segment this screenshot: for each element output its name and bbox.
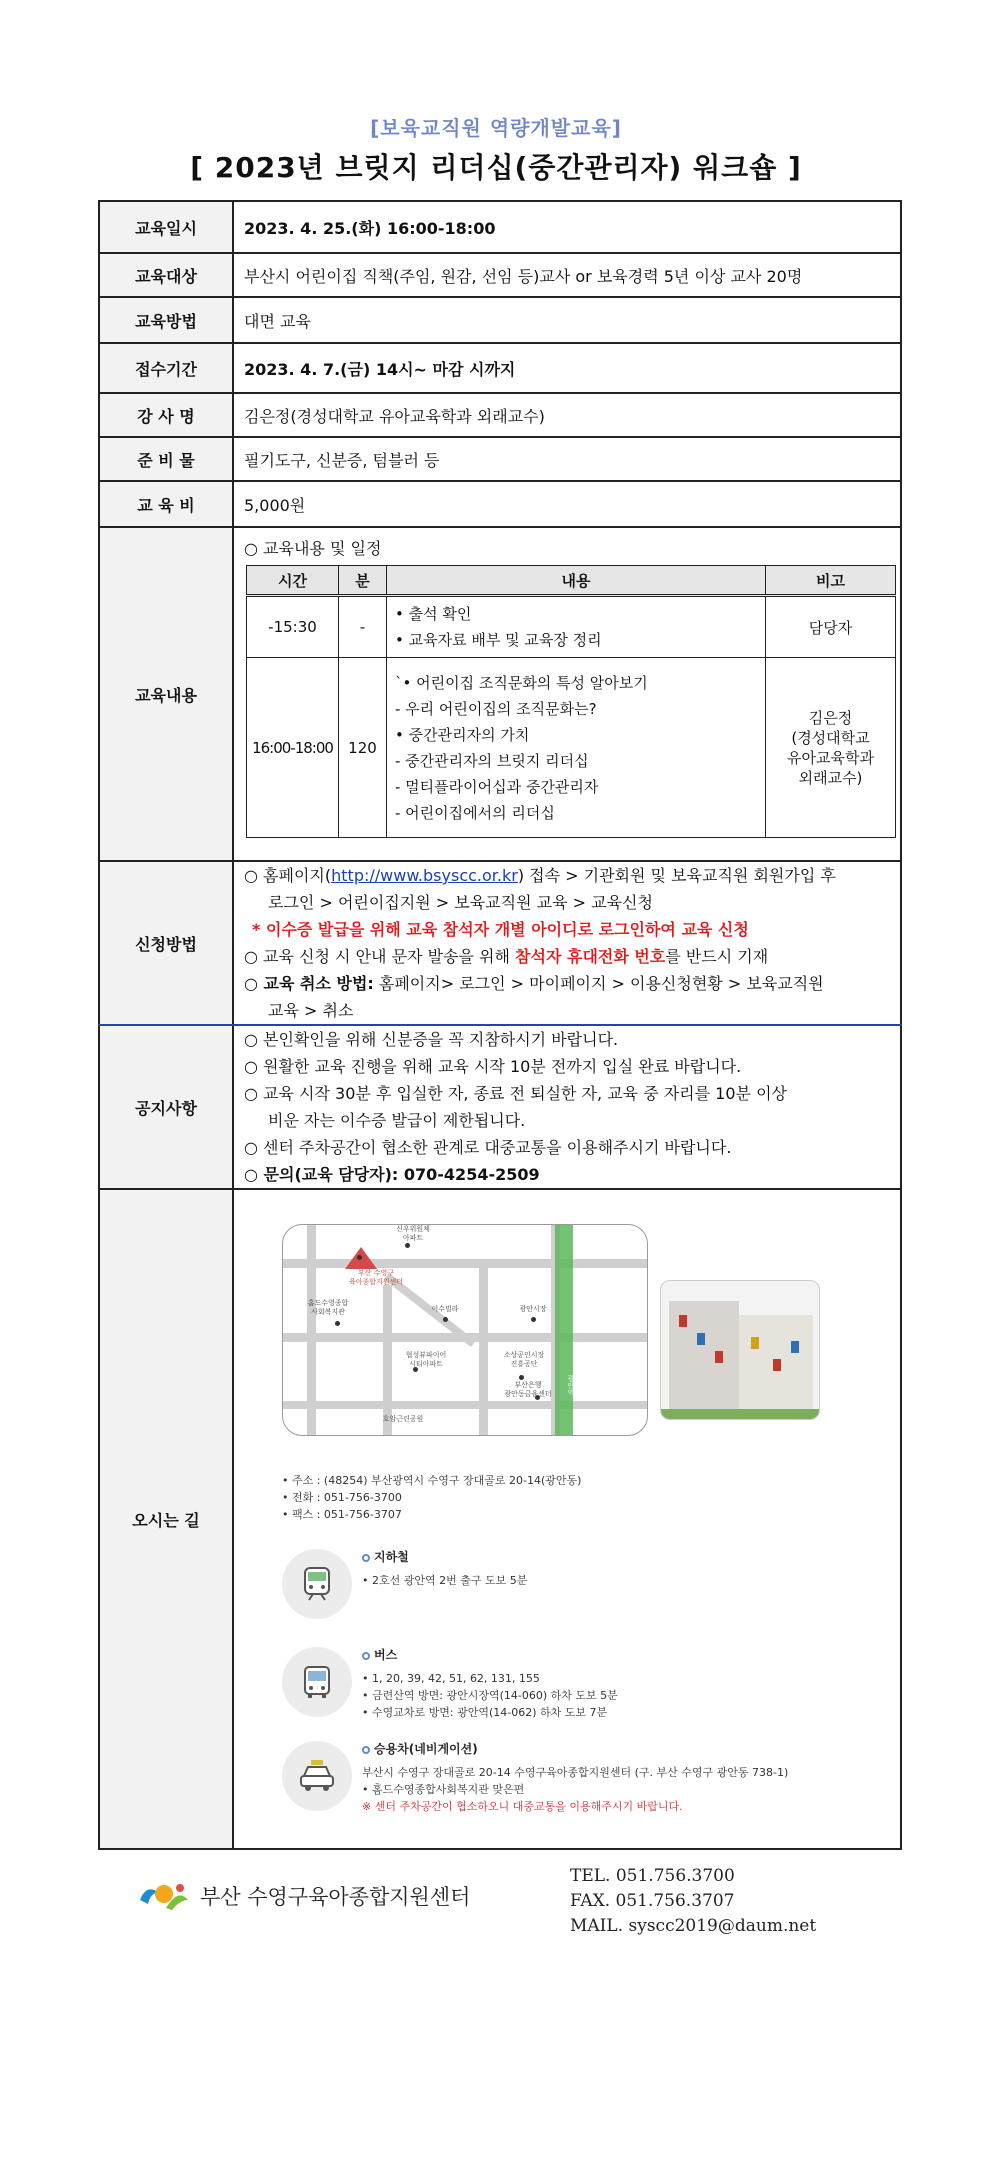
address-block	[282, 1472, 900, 1523]
map-label-apt: 신우위원체 아파트	[396, 1225, 430, 1242]
lecturer-label: 강 사 명	[99, 393, 233, 437]
schedule-header-content: 내용	[387, 566, 766, 596]
method-value: 대면 교육	[233, 297, 901, 343]
fax-text: • 팩스 : 051-756-3707	[282, 1508, 402, 1521]
schedule-note: 김은정 (경성대학교 유아교육학과 외래교수)	[766, 658, 896, 838]
bullet-icon	[362, 1746, 370, 1754]
schedule-header-minutes: 분	[339, 566, 387, 596]
phone-text: • 전화 : 051-756-3700	[282, 1491, 402, 1504]
subway-section	[282, 1549, 900, 1619]
apply-line3-a: ○ 교육 신청 시 안내 문자 발송을 위해	[244, 947, 516, 966]
schedule-table	[246, 565, 896, 838]
schedule-items	[387, 596, 766, 658]
prepare-label: 준 비 물	[99, 437, 233, 481]
content-label: 교육내용	[99, 527, 233, 861]
car-line: 부산시 수영구 장대골로 20-14 수영구육아종합지원센터 (구. 부산 수영구 광안동 738-1)	[362, 1766, 789, 1779]
schedule-header-time: 시간	[247, 566, 339, 596]
target-label: 교육대상	[99, 253, 233, 297]
list-item: - 어린이집에서의 리더십	[395, 803, 555, 822]
list-item: - 멀티플라이어십과 중간관리자	[395, 777, 599, 796]
target-value: 부산시 어린이집 직책(주임, 원감, 선임 등)교사 or 보육경력 5년 이상 교사 20명	[233, 253, 901, 297]
apply-line1-c: 로그인 > 어린이집지원 > 보육교직원 교육 > 교육신청	[268, 893, 653, 912]
car-section	[282, 1741, 900, 1815]
page-title: [ 2023년 브릿지 리더십(중간관리자) 워크숍 ]	[190, 151, 802, 184]
apply-warning: * 이수증 발급을 위해 교육 참석자 개별 아이디로 로그인하여 교육 신청	[252, 920, 749, 939]
apply-line1-b: ) 접속 > 기관회원 및 보육교직원 회원가입 후	[517, 866, 836, 885]
apply-cancel-path: 홈페이지> 로그인 > 마이페이지 > 이용신청현황 > 보육교직원	[373, 974, 824, 993]
map-label-center: 부산 수영구 육아종합지원센터	[348, 1269, 404, 1286]
schedule-time: 16:00-18:00	[247, 658, 339, 838]
period-value: 2023. 4. 7.(금) 14시~ 마감 시까지	[233, 343, 901, 393]
car-icon	[282, 1741, 352, 1811]
fee-value: 5,000원	[233, 481, 901, 527]
method-label: 교육방법	[99, 297, 233, 343]
page-subtitle: [보육교직원 역량개발교육]	[370, 116, 622, 140]
apply-cell	[233, 861, 901, 1025]
map-label-welfare: 홈드수영종합 사회복지관	[307, 1299, 349, 1316]
footer-mail[interactable]: MAIL. syscc2019@daum.net	[570, 1916, 817, 1936]
list-item: • 출석 확인	[395, 605, 472, 623]
schedule-minutes: -	[339, 596, 387, 658]
apply-line3-red: 참석자 휴대전화 번호	[515, 947, 666, 966]
notice-label: 공지사항	[99, 1025, 233, 1189]
notice-contact: ○ 문의(교육 담당자): 070-4254-2509	[244, 1165, 540, 1184]
bus-title: 버스	[374, 1648, 398, 1662]
apply-label: 신청방법	[99, 861, 233, 1025]
map-label-office: 소상공인시장 진흥공단	[503, 1351, 545, 1368]
date-value: 2023. 4. 25.(화) 16:00-18:00	[233, 201, 901, 253]
notice-line: ○ 센터 주차공간이 협소한 관계로 대중교통을 이용해주시기 바랍니다.	[244, 1138, 732, 1157]
bus-line: • 금련산역 방면: 광안시장역(14-060) 하차 도보 5분	[362, 1689, 618, 1702]
footer-tel: TEL. 051.756.3700	[570, 1866, 735, 1886]
fee-label: 교 육 비	[99, 481, 233, 527]
subway-title: 지하철	[374, 1550, 409, 1564]
table-row	[247, 658, 896, 838]
bus-icon	[282, 1647, 352, 1717]
car-title: 승용차(네비게이션)	[374, 1742, 478, 1756]
footer-logo	[136, 1878, 470, 1914]
car-line: • 홈드수영종합사회복지관 맞은편	[362, 1783, 525, 1796]
notice-line: ○ 원활한 교육 진행을 위해 교육 시작 10분 전까지 입실 완료 바랍니다.	[244, 1057, 742, 1076]
map-label-bank: 부산은행 광안동금융센터	[504, 1381, 552, 1398]
building-photo	[660, 1280, 820, 1420]
footer-org-name: 부산 수영구육아종합지원센터	[200, 1885, 471, 1909]
date-label: 교육일시	[99, 201, 233, 253]
list-item: - 우리 어린이집의 조직문화는?	[395, 699, 597, 718]
schedule-items	[387, 658, 766, 838]
apply-cancel-path-2: 교육 > 취소	[268, 1001, 354, 1020]
notice-line: 비운 자는 이수증 발급이 제한됩니다.	[268, 1111, 526, 1130]
subway-icon	[282, 1549, 352, 1619]
prepare-value: 필기도구, 신분증, 텀블러 등	[233, 437, 901, 481]
homepage-link[interactable]: http://www.bsyscc.or.kr	[331, 866, 518, 885]
map-label-villa: 이수빌라	[431, 1305, 459, 1313]
schedule-minutes: 120	[339, 658, 387, 838]
map-label-market: 광안시장	[519, 1305, 547, 1313]
car-warning: ※ 센터 주차공간이 협소하오니 대중교통을 이용해주시기 바랍니다.	[362, 1800, 683, 1813]
bullet-icon	[362, 1554, 370, 1562]
table-row	[247, 596, 896, 658]
period-label: 접수기간	[99, 343, 233, 393]
bus-section	[282, 1647, 900, 1721]
notice-cell	[233, 1025, 901, 1189]
apply-line3-b: 를 반드시 기재	[665, 947, 769, 966]
map-label-station: 광안역	[567, 1375, 575, 1396]
bus-line: • 1, 20, 39, 42, 51, 62, 131, 155	[362, 1672, 540, 1685]
schedule-note: 담당자	[766, 596, 896, 658]
map-label-school: 호암근린공원	[382, 1415, 424, 1423]
map-label-gwangan-apt: 협성뷰파이어 시티아파트	[405, 1351, 447, 1368]
list-item: • 중간관리자의 가치	[395, 725, 530, 744]
footer-fax: FAX. 051.756.3707	[570, 1891, 735, 1911]
list-item: `• 어린이집 조직문화의 특성 알아보기	[395, 673, 648, 692]
notice-line: ○ 본인확인을 위해 신분증을 꼭 지참하시기 바랍니다.	[244, 1030, 619, 1049]
directions-label: 오시는 길	[99, 1189, 233, 1849]
lecturer-value: 김은정(경성대학교 유아교육학과 외래교수)	[233, 393, 901, 437]
content-intro: ○ 교육내용 및 일정	[244, 539, 382, 558]
subway-line: • 2호선 광안역 2번 출구 도보 5분	[362, 1574, 528, 1587]
schedule-time: -15:30	[247, 596, 339, 658]
logo-icon	[136, 1878, 192, 1914]
schedule-header-note: 비고	[766, 566, 896, 596]
notice-line: ○ 교육 시작 30분 후 입실한 자, 종료 전 퇴실한 자, 교육 중 자리를 10분 이상	[244, 1084, 787, 1103]
bullet-icon	[362, 1652, 370, 1660]
apply-line1-a: ○ 홈페이지(	[244, 866, 332, 885]
directions-cell	[233, 1189, 901, 1849]
footer-contact	[570, 1864, 816, 1939]
address-text: • 주소 : (48254) 부산광역시 수영구 장대골로 20-14(광안동)	[282, 1474, 582, 1487]
apply-cancel-label: ○ 교육 취소 방법:	[244, 974, 374, 993]
location-map	[282, 1224, 648, 1436]
content-cell	[233, 527, 901, 861]
list-item: • 교육자료 배부 및 교육장 정리	[395, 631, 602, 649]
bus-line: • 수영교차로 방면: 광안역(14-062) 하차 도보 7분	[362, 1706, 608, 1719]
info-table	[98, 200, 902, 1850]
list-item: - 중간관리자의 브릿지 리더십	[395, 751, 589, 770]
